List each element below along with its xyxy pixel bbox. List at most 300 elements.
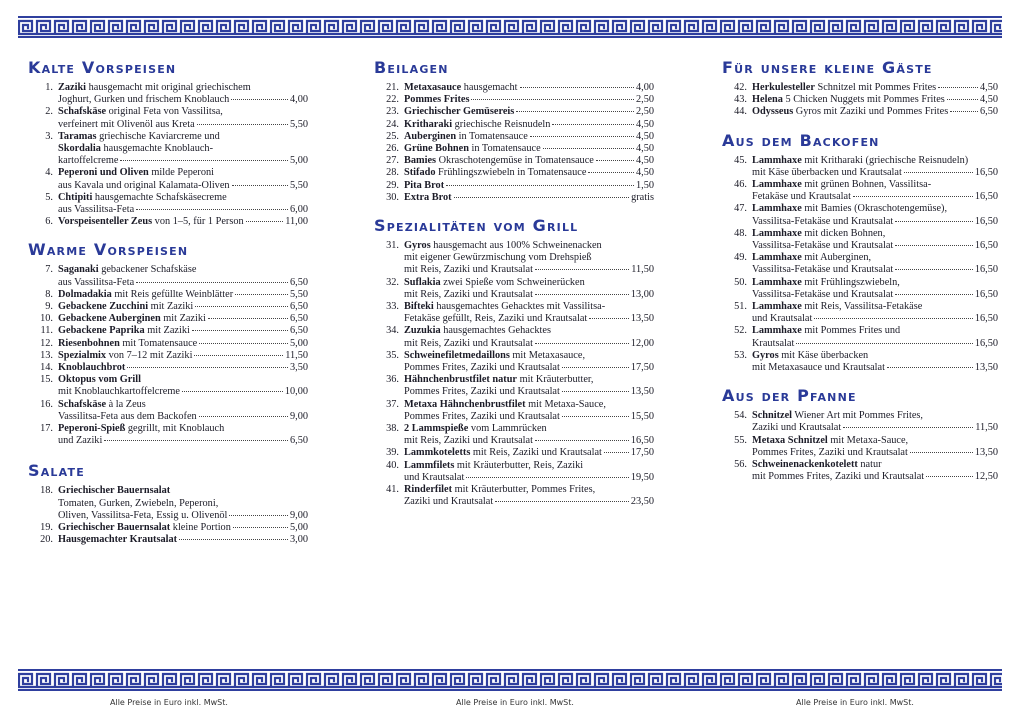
description-line: Lammfilets mit Kräuterbutter, Reis, Zaziki — [404, 459, 584, 471]
item-number: 6. — [45, 216, 53, 228]
item-price-line — [58, 216, 308, 228]
description-line: Griechischer Bauernsalat — [58, 485, 171, 497]
description-line: Schweinenackenkotelett natur — [752, 459, 882, 471]
menu-item — [28, 167, 308, 191]
item-body — [752, 277, 998, 301]
menu-item — [28, 485, 308, 522]
item-number: 30. — [386, 191, 399, 203]
item-price-line — [404, 167, 654, 179]
item-price-line — [752, 240, 998, 252]
item-description — [58, 264, 308, 276]
item-price-line — [752, 106, 998, 118]
item-body — [752, 155, 998, 179]
leader-dots — [182, 391, 283, 392]
description-line: Lammhaxe mit Auberginen, — [752, 252, 872, 264]
item-text: Vassilitsa-Fetakäse und Krautsalat — [752, 240, 894, 252]
item-description — [404, 301, 654, 313]
leader-dots — [454, 197, 630, 198]
description-line: Lammhaxe mit Kritharaki (griechische Reisnudeln) — [752, 154, 969, 166]
description-line: Schweinefiletmedaillons mit Metaxasauce, — [404, 349, 586, 361]
menu-item — [374, 106, 654, 118]
item-body — [752, 203, 998, 227]
menu-item — [722, 94, 998, 106]
item-number: 15. — [40, 374, 53, 386]
item-body — [404, 484, 654, 508]
item-body — [404, 167, 654, 179]
item-price: 13,50 — [974, 446, 998, 458]
description-line: Rinderfilet mit Kräuterbutter, Pommes Frites, — [404, 484, 596, 496]
menu-section — [374, 216, 654, 508]
leader-dots — [535, 269, 629, 270]
leader-dots — [520, 87, 634, 88]
item-price: 11,50 — [285, 349, 308, 361]
menu-item — [374, 143, 654, 155]
item-price: 6,50 — [979, 106, 998, 118]
item-text: Krautsalat — [752, 337, 795, 349]
item-description — [404, 325, 654, 337]
item-price-line — [58, 94, 308, 106]
item-body — [404, 301, 654, 325]
item-text: mit Reis, Zaziki und Krautsalat — [404, 288, 533, 300]
item-price: 13,00 — [630, 288, 654, 300]
description-line: Schnitzel Wiener Art mit Pommes Frites, — [752, 410, 924, 422]
item-price-line — [58, 155, 308, 167]
item-price-line — [58, 362, 308, 374]
item-text: Fetakäse gefüllt, Reis, Zaziki und Krautsalat — [404, 313, 588, 325]
item-price: 17,50 — [630, 447, 654, 459]
item-body — [58, 325, 308, 337]
menu-section — [28, 240, 308, 447]
item-description — [752, 277, 998, 289]
menu-item — [28, 399, 308, 423]
description-line: Taramas griechische Kaviarcreme und — [58, 130, 220, 142]
leader-dots — [589, 318, 629, 319]
menu-item — [374, 399, 654, 423]
item-price-line — [752, 191, 998, 203]
menu-item — [722, 350, 998, 374]
item-text: Stifado Frühlingszwiebeln in Tomatensauce — [404, 167, 587, 179]
item-price: 13,50 — [630, 313, 654, 325]
item-number: 36. — [386, 374, 399, 386]
item-price-line — [58, 350, 308, 362]
menu-item — [28, 374, 308, 398]
item-price-line — [404, 313, 654, 325]
item-price-line — [404, 338, 654, 350]
item-body — [58, 362, 308, 374]
item-description — [58, 106, 308, 118]
item-text: Vassilitsa-Fetakäse und Krautsalat — [752, 264, 894, 276]
leader-dots — [950, 111, 978, 112]
greek-key-pattern — [19, 21, 1002, 34]
item-price: 6,50 — [289, 325, 308, 337]
menu-item — [374, 301, 654, 325]
description-line: Peperoni-Spieß gegrillt, mit Knoblauch — [58, 423, 225, 435]
item-number: 40. — [386, 459, 399, 471]
item-price-line — [404, 131, 654, 143]
menu-item — [374, 447, 654, 459]
menu-item — [28, 325, 308, 337]
leader-dots — [904, 172, 973, 173]
item-text: Vorspeisenteller Zeus von 1–5, für 1 Person — [58, 216, 244, 228]
item-price-line — [752, 338, 998, 350]
menu-item — [374, 374, 654, 398]
menu-item — [722, 410, 998, 434]
description-line: Lammhaxe mit Reis, Vassilitsa-Fetakäse — [752, 301, 923, 313]
description-line: Lammhaxe mit Frühlingszwiebeln, — [752, 276, 900, 288]
leader-dots — [926, 476, 973, 477]
item-body — [404, 460, 654, 484]
item-body — [404, 82, 654, 94]
menu-section — [28, 461, 308, 546]
item-number: 11. — [40, 325, 53, 337]
item-body — [404, 106, 654, 118]
item-price-line — [752, 422, 998, 434]
item-text: Vassilitsa-Feta aus dem Backofen — [58, 410, 197, 422]
item-body — [752, 459, 998, 483]
footer-note-1: Alle Preise in Euro inkl. MwSt. — [110, 698, 228, 707]
leader-dots — [535, 343, 629, 344]
item-description — [404, 240, 654, 264]
item-number: 44. — [734, 106, 747, 118]
leader-dots — [233, 527, 288, 528]
menu-item — [28, 192, 308, 216]
menu-item — [722, 252, 998, 276]
item-price: 13,50 — [974, 362, 998, 374]
leader-dots — [843, 427, 973, 428]
item-body — [58, 350, 308, 362]
item-body — [752, 179, 998, 203]
section-title: Aus dem Backofen — [722, 130, 880, 150]
item-text: aus Kavala und original Kalamata-Oliven — [58, 179, 230, 191]
leader-dots — [530, 136, 634, 137]
leader-dots — [195, 306, 288, 307]
item-number: 35. — [386, 349, 399, 361]
description-line: Schafskäse original Feta von Vassilitsa, — [58, 106, 223, 118]
menu-item — [374, 484, 654, 508]
item-price-line — [404, 289, 654, 301]
menu-item — [28, 289, 308, 301]
menu-column-3 — [722, 58, 998, 483]
leader-dots — [495, 501, 629, 502]
leader-dots — [208, 318, 288, 319]
item-body — [404, 374, 654, 398]
item-text: Joghurt, Gurken und frischem Knoblauch — [58, 94, 230, 106]
item-text: aus Vassilitsa-Feta — [58, 204, 135, 216]
item-body — [58, 423, 308, 447]
leader-dots — [535, 294, 629, 295]
menu-item — [28, 423, 308, 447]
item-description — [752, 155, 998, 167]
item-price: 11,50 — [631, 264, 654, 276]
description-line: Bifteki hausgemachtes Gehacktes mit Vassilitsa- — [404, 301, 606, 313]
item-text: Bamies Okraschotengemüse in Tomatensauce — [404, 155, 594, 167]
item-price: 16,50 — [630, 435, 654, 447]
item-text: Vassilitsa-Fetakäse und Krautsalat — [752, 215, 894, 227]
item-price-line — [58, 325, 308, 337]
description-line: Suflakia zwei Spieße vom Schweinerücken — [404, 276, 585, 288]
menu-item — [722, 179, 998, 203]
item-description — [752, 350, 998, 362]
menu-item — [374, 460, 654, 484]
description-line: Lammhaxe mit grünen Bohnen, Vassilitsa- — [752, 179, 932, 191]
leader-dots — [104, 440, 288, 441]
item-body — [404, 94, 654, 106]
item-text: Fetakäse und Krautsalat — [752, 191, 851, 203]
item-text: Extra Brot — [404, 191, 452, 203]
description-line: Zuzukia hausgemachtes Gehacktes — [404, 325, 552, 337]
menu-item — [374, 119, 654, 131]
item-number: 51. — [734, 301, 747, 313]
description-line: Zaziki hausgemacht mit original griechischem — [58, 82, 251, 93]
item-price-line — [58, 386, 308, 398]
menu-item — [374, 94, 654, 106]
description-line: Tomaten, Gurken, Zwiebeln, Peperoni, — [58, 497, 219, 509]
item-text: mit Pommes Frites, Zaziki und Krautsalat — [752, 471, 925, 483]
item-body — [58, 167, 308, 191]
item-number: 18. — [40, 485, 53, 497]
item-text: Hausgemachter Krautsalat — [58, 534, 178, 546]
item-price-line — [752, 167, 998, 179]
item-price: 15,50 — [630, 410, 654, 422]
item-number: 42. — [734, 82, 747, 93]
item-text: Knoblauchbrot — [58, 362, 126, 374]
item-price: 5,50 — [289, 179, 308, 191]
menu-section — [722, 58, 998, 119]
item-price-line — [58, 435, 308, 447]
item-text: Odysseus Gyros mit Zaziki und Pommes Frites — [752, 106, 949, 118]
item-text: und Zaziki — [58, 435, 103, 447]
menu-item — [374, 131, 654, 143]
item-price: 6,00 — [289, 204, 308, 216]
item-body — [58, 338, 308, 350]
item-description — [752, 252, 998, 264]
leader-dots — [136, 282, 288, 283]
item-number: 12. — [40, 337, 53, 349]
item-body — [58, 313, 308, 325]
item-description — [404, 277, 654, 289]
item-price: 19,50 — [630, 471, 654, 483]
item-price: 5,00 — [289, 522, 308, 534]
item-price: 23,50 — [630, 496, 654, 508]
item-description — [58, 399, 308, 411]
item-price-line — [58, 534, 308, 546]
menu-section — [374, 58, 654, 204]
item-body — [752, 301, 998, 325]
item-price-line — [404, 119, 654, 131]
item-price: 2,50 — [635, 94, 654, 106]
item-body — [404, 423, 654, 447]
item-price-line — [752, 264, 998, 276]
item-price: 10,00 — [284, 386, 308, 398]
item-body — [404, 240, 654, 277]
menu-item — [28, 264, 308, 288]
item-price-line — [404, 143, 654, 155]
item-price-line — [58, 301, 308, 313]
description-line: Skordalia hausgemachte Knoblauch- — [58, 143, 214, 155]
item-number: 5. — [45, 191, 53, 203]
leader-dots — [199, 416, 288, 417]
description-line: Saganaki gebackener Schafskäse — [58, 264, 197, 276]
item-number: 52. — [734, 325, 747, 337]
item-description — [404, 374, 654, 386]
item-number: 39. — [386, 447, 399, 459]
item-price: 3,50 — [289, 362, 308, 374]
item-body — [58, 522, 308, 534]
leader-dots — [471, 99, 633, 100]
menu-item — [722, 228, 998, 252]
item-price-line — [404, 496, 654, 508]
description-line: Lammhaxe mit dicken Bohnen, — [752, 227, 886, 239]
section-title: Warme Vorspeisen — [28, 240, 189, 260]
item-price: 3,00 — [289, 534, 308, 546]
item-text: Pommes Frites — [404, 94, 470, 106]
description-line: Metaxa Schnitzel mit Metaxa-Sauce, — [752, 434, 909, 446]
item-price: 4,50 — [635, 118, 654, 130]
bottom-meander-border — [18, 669, 1002, 691]
item-number: 50. — [734, 276, 747, 288]
item-text: Grüne Bohnen in Tomatensauce — [404, 143, 541, 155]
item-price: 12,00 — [630, 337, 654, 349]
item-description — [58, 423, 308, 435]
description-line: mit eigener Gewürzmischung vom Drehspieß — [404, 252, 592, 264]
menu-section — [28, 58, 308, 228]
item-body — [58, 82, 308, 106]
item-number: 19. — [40, 522, 53, 534]
item-price: 4,50 — [979, 94, 998, 106]
item-price: 16,50 — [974, 313, 998, 325]
leader-dots — [516, 111, 634, 112]
item-number: 28. — [386, 167, 399, 179]
item-description — [752, 301, 998, 313]
menu-item — [374, 350, 654, 374]
item-price: 16,50 — [974, 191, 998, 203]
item-number: 45. — [734, 154, 747, 166]
item-text: Pommes Frites, Zaziki und Krautsalat — [404, 386, 560, 398]
menu-item — [28, 216, 308, 228]
item-text: Kritharaki griechische Reisnudeln — [404, 118, 551, 130]
item-description — [752, 325, 998, 337]
item-text: Pommes Frites, Zaziki und Krautsalat — [404, 410, 560, 422]
leader-dots — [197, 124, 288, 125]
item-text: Pommes Frites, Zaziki und Krautsalat — [404, 362, 560, 374]
item-description — [752, 435, 998, 447]
leader-dots — [562, 391, 629, 392]
description-line: Hähnchenbrustfilet natur mit Kräuterbutter, — [404, 374, 594, 386]
menu-item — [28, 534, 308, 546]
item-description — [404, 460, 654, 472]
item-price: 4,50 — [635, 167, 654, 179]
description-line: 2 Lammspieße vom Lammrücken — [404, 423, 547, 435]
item-text: Oliven, Vassilitsa-Feta, Essig u. Olivenöl — [58, 509, 228, 521]
leader-dots — [895, 221, 973, 222]
leader-dots — [562, 416, 629, 417]
item-body — [404, 155, 654, 167]
item-price: 4,50 — [979, 82, 998, 93]
item-number: 34. — [386, 325, 399, 337]
item-body — [404, 192, 654, 204]
menu-item — [722, 459, 998, 483]
item-number: 2. — [45, 106, 53, 118]
item-price-line — [752, 471, 998, 483]
menu-item — [374, 167, 654, 179]
item-body — [404, 325, 654, 349]
item-price-line — [58, 411, 308, 423]
description-line: Metaxa Hähnchenbrustfilet mit Metaxa-Sauce, — [404, 398, 606, 410]
item-price: 4,50 — [635, 143, 654, 155]
item-price-line — [404, 447, 654, 459]
item-price: 12,50 — [974, 471, 998, 483]
item-body — [58, 301, 308, 313]
leader-dots — [895, 294, 973, 295]
item-number: 48. — [734, 227, 747, 239]
leader-dots — [535, 440, 629, 441]
section-title: Beilagen — [374, 58, 449, 77]
item-text: verfeinert mit Olivenöl aus Kreta — [58, 118, 195, 130]
item-body — [404, 131, 654, 143]
item-price: 16,50 — [974, 288, 998, 300]
item-number: 10. — [40, 313, 53, 325]
item-body — [752, 252, 998, 276]
menu-item — [374, 180, 654, 192]
leader-dots — [596, 160, 634, 161]
item-number: 56. — [734, 459, 747, 471]
item-body — [404, 143, 654, 155]
item-price: 11,50 — [975, 422, 998, 434]
item-description — [58, 82, 308, 94]
item-price: 5,50 — [289, 118, 308, 130]
item-number: 53. — [734, 349, 747, 361]
item-price-line — [752, 94, 998, 106]
item-price: 4,50 — [635, 130, 654, 142]
item-price: 11,00 — [285, 216, 308, 228]
item-number: 21. — [386, 82, 399, 93]
item-number: 29. — [386, 179, 399, 191]
item-price-line — [58, 289, 308, 301]
menu-item — [722, 301, 998, 325]
item-price-line — [752, 289, 998, 301]
leader-dots — [127, 367, 288, 368]
leader-dots — [192, 330, 288, 331]
item-price-line — [752, 82, 998, 94]
leader-dots — [199, 343, 288, 344]
item-number: 22. — [386, 94, 399, 106]
item-price: 5,00 — [289, 337, 308, 349]
item-number: 3. — [45, 130, 53, 142]
menu-item — [374, 82, 654, 94]
menu-item — [374, 325, 654, 349]
item-price-line — [404, 94, 654, 106]
menu-item — [722, 82, 998, 94]
item-number: 43. — [734, 94, 747, 106]
item-price-line — [58, 119, 308, 131]
section-title: Für unsere kleine Gäste — [722, 58, 933, 77]
section-title: Spezialitäten vom Grill — [374, 216, 579, 236]
item-description — [58, 131, 308, 155]
item-text: Pommes Frites, Zaziki und Krautsalat — [752, 446, 908, 458]
item-text: aus Vassilitsa-Feta — [58, 276, 135, 288]
item-price: 9,00 — [289, 509, 308, 521]
item-text: Lammkoteletts mit Reis, Zaziki und Krautsalat — [404, 447, 602, 459]
item-number: 8. — [45, 288, 53, 300]
item-text: Zaziki und Krautsalat — [404, 496, 494, 508]
description-line: Gyros hausgemacht aus 100% Schweinenacken — [404, 240, 602, 252]
leader-dots — [543, 148, 634, 149]
item-body — [58, 399, 308, 423]
leader-dots — [938, 87, 978, 88]
item-body — [58, 534, 308, 546]
item-price: 16,50 — [974, 215, 998, 227]
item-body — [58, 216, 308, 228]
